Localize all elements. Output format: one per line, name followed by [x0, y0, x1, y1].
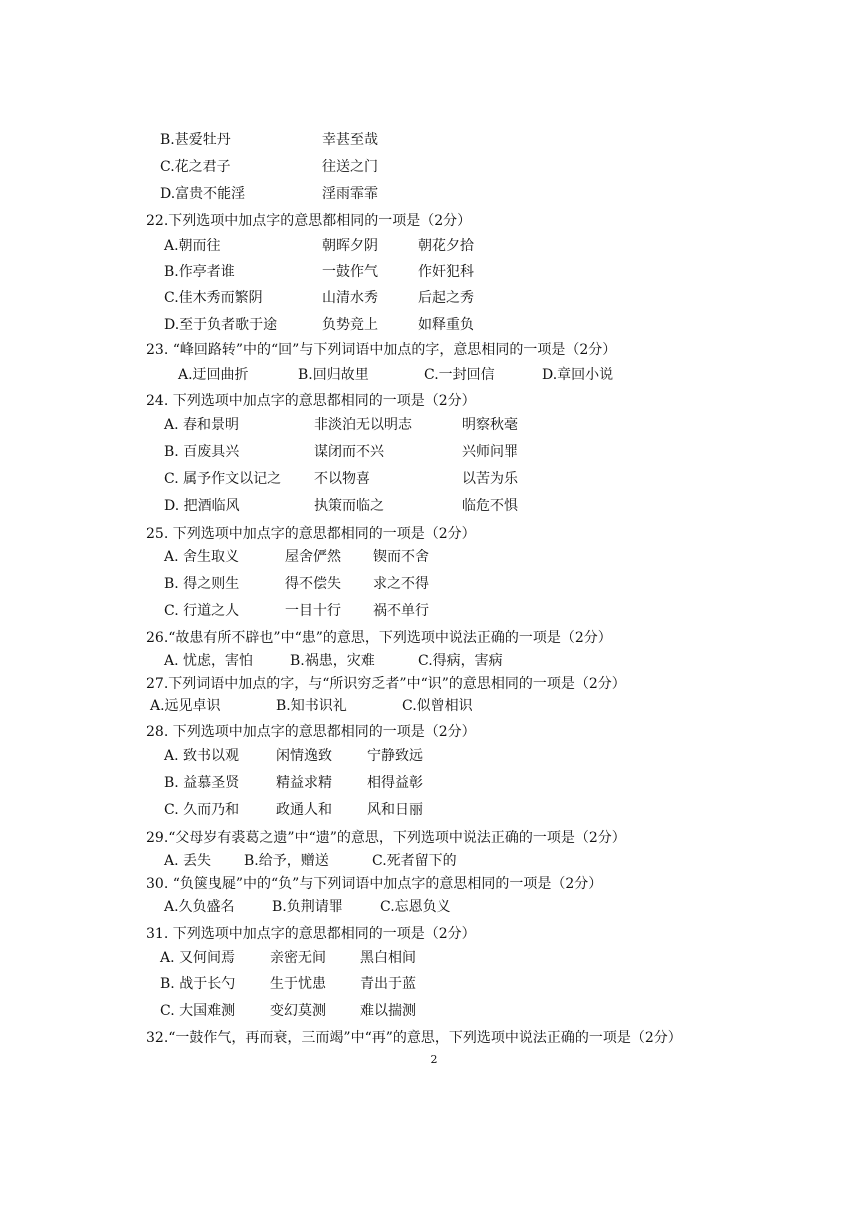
option-text: C. 属予作文以记之	[164, 471, 282, 487]
option-text: A. 忧虑，害怕	[164, 653, 254, 669]
option-text: D. 把酒临风	[164, 498, 240, 514]
option-text: D.章回小说	[542, 367, 614, 383]
option-text: C.死者留下的	[372, 853, 457, 869]
option-text: B. 百废具兴	[164, 444, 240, 460]
option-text: B. 益慕圣贤	[164, 775, 240, 791]
option-text: A. 又何间焉	[160, 950, 236, 966]
option-text: 非淡泊无以明志	[314, 417, 412, 433]
question-text: 25. 下列选项中加点字的意思都相同的一项是（2分）	[146, 526, 476, 542]
option-text: 黑白相间	[360, 950, 416, 966]
option-text: B.给予，赠送	[244, 853, 329, 869]
question-text: 28. 下列选项中加点字的意思都相同的一项是（2分）	[146, 724, 476, 740]
option-text: 精益求精	[276, 775, 332, 791]
option-text: C. 大国难测	[160, 1003, 236, 1019]
option-text: 以苦为乐	[462, 471, 518, 487]
question-text: 23. “峰回路转”中的“回”与下列词语中加点的字，意思相同的一项是（2分）	[146, 342, 617, 358]
option-text: C. 久而乃和	[164, 802, 240, 818]
option-text: 明察秋毫	[462, 417, 518, 433]
option-text: 朝晖夕阴	[322, 238, 378, 254]
option-text: D.富贵不能淫	[160, 186, 246, 202]
option-text: 青出于蓝	[360, 976, 416, 992]
question-text: 26.“故患有所不辟也”中“患”的意思，下列选项中说法正确的一项是（2分）	[146, 630, 612, 646]
option-text: 一目十行	[285, 603, 341, 619]
option-text: 祸不单行	[373, 603, 429, 619]
option-text: 朝花夕拾	[418, 238, 474, 254]
option-text: 宁静致远	[367, 748, 423, 764]
option-text: C.得病，害病	[418, 653, 503, 669]
option-text: A. 丢失	[164, 853, 212, 869]
option-text: 如释重负	[418, 317, 474, 333]
option-text: 亲密无间	[270, 950, 326, 966]
option-text: A. 致书以观	[164, 748, 240, 764]
option-text: B.祸患，灾难	[290, 653, 375, 669]
option-text: 谋闭而不兴	[314, 444, 384, 460]
option-text: B. 战于长勺	[160, 976, 236, 992]
option-text: A.久负盛名	[164, 899, 235, 915]
option-text: 变幻莫测	[270, 1003, 326, 1019]
question-text: 31. 下列选项中加点字的意思都相同的一项是（2分）	[146, 926, 476, 942]
option-text: D.至于负者歌于途	[164, 317, 278, 333]
option-text: 负势竞上	[322, 317, 378, 333]
question-text: 22.下列选项中加点字的意思都相同的一项是（2分）	[146, 213, 472, 229]
option-text: 得不偿失	[285, 576, 341, 592]
question-text: 29.“父母岁有裘葛之遗”中“遗”的意思，下列选项中说法正确的一项是（2分）	[146, 830, 626, 846]
option-text: 一鼓作气	[322, 264, 378, 280]
option-text: 政通人和	[276, 802, 332, 818]
option-text: 生于忧患	[270, 976, 326, 992]
option-text: 难以揣测	[360, 1003, 416, 1019]
question-text: 32.“一鼓作气，再而衰，三而竭”中“再”的意思，下列选项中说法正确的一项是（2分）	[146, 1030, 682, 1046]
option-text: C.忘恩负义	[380, 899, 451, 915]
question-text: 27.下列词语中加点的字，与“所识穷乏者”中“识”的意思相同的一项是（2分）	[146, 676, 626, 692]
option-text: C. 行道之人	[164, 603, 240, 619]
option-text: 淫雨霏霏	[322, 186, 378, 202]
option-text: C.一封回信	[424, 367, 495, 383]
option-text: B.负荆请罪	[272, 899, 343, 915]
option-text: A.迂回曲折	[178, 367, 249, 383]
option-text: 锲而不舍	[373, 549, 429, 565]
option-text: 不以物喜	[314, 471, 370, 487]
option-text: B.作亭者谁	[164, 264, 235, 280]
option-text: A.朝而往	[164, 238, 221, 254]
option-text: A.远见卓识	[150, 698, 221, 714]
option-text: 往送之门	[322, 159, 378, 175]
option-text: 闲情逸致	[276, 748, 332, 764]
option-text: C.花之君子	[160, 159, 231, 175]
option-text: 山清水秀	[322, 290, 378, 306]
option-text: A. 舍生取义	[164, 549, 240, 565]
option-text: B. 得之则生	[164, 576, 240, 592]
option-text: 作奸犯科	[418, 264, 474, 280]
option-text: C.似曾相识	[402, 698, 473, 714]
option-text: 幸甚至哉	[322, 132, 378, 148]
option-text: 后起之秀	[418, 290, 474, 306]
option-text: C.佳木秀而繁阴	[164, 290, 263, 306]
option-text: B.知书识礼	[276, 698, 347, 714]
option-text: A. 春和景明	[164, 417, 240, 433]
option-text: 执策而临之	[314, 498, 384, 514]
option-text: B.回归故里	[298, 367, 369, 383]
option-text: 相得益彰	[367, 775, 423, 791]
question-text: 24. 下列选项中加点字的意思都相同的一项是（2分）	[146, 393, 476, 409]
option-text: 兴师问罪	[462, 444, 518, 460]
option-text: 屋舍俨然	[285, 549, 341, 565]
option-text: B.甚爱牡丹	[160, 132, 231, 148]
page-number: 2	[430, 1053, 438, 1066]
option-text: 风和日丽	[367, 802, 423, 818]
question-text: 30. “负箧曳屣”中的“负”与下列词语中加点字的意思相同的一项是（2分）	[146, 876, 603, 892]
option-text: 求之不得	[373, 576, 429, 592]
option-text: 临危不惧	[462, 498, 518, 514]
